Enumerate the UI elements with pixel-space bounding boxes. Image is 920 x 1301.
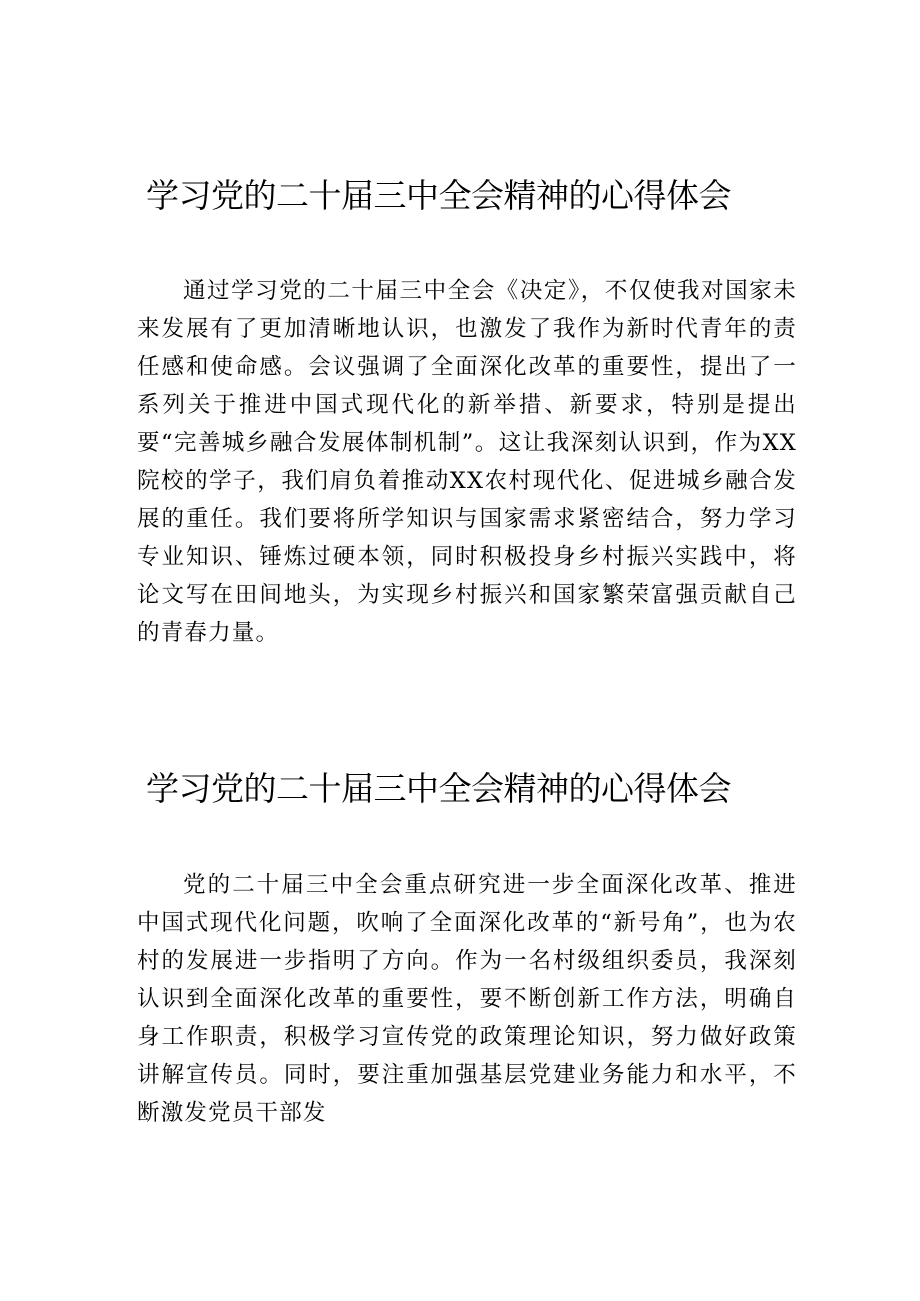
section-2-title: 学习党的二十届三中全会精神的心得体会	[146, 769, 731, 808]
section-2-paragraph: 党的二十届三中全会重点研究进一步全面深化改革、推进中国式现代化问题，吹响了全面深化改革的“新号角”，也为农村的发展进一步指明了方向。作为一名村级组织委员，我深刻认识到全面深化改革的重要性，要不断创新工作方法，明确自身工作职责，积极学习宣传党的政策理论知识，努力做好政策讲解宣传员。同时，要注重加强基层党建业务能力和水平，不断激发党员干部发	[137, 872, 797, 1126]
section-1-title: 学习党的二十届三中全会精神的心得体会	[146, 176, 731, 215]
section-1-paragraph: 通过学习党的二十届三中全会《决定》，不仅使我对国家未来发展有了更加清晰地认识，也激发了我作为新时代青年的责任感和使命感。会议强调了全面深化改革的重要性，提出了一系列关于推进中国式现代化的新举措、新要求，特别是提出要“完善城乡融合发展体制机制”。这让我深刻认识到，作为XX院校的学子，我们肩负着推动XX农村现代化、促进城乡融合发展的重任。我们要将所学知识与国家需求紧密结合，努力学习专业知识、锤炼过硬本领，同时积极投身乡村振兴实践中，将论文写在田间地头，为实现乡村振兴和国家繁荣富强贡献自己的青春力量。	[137, 278, 797, 646]
